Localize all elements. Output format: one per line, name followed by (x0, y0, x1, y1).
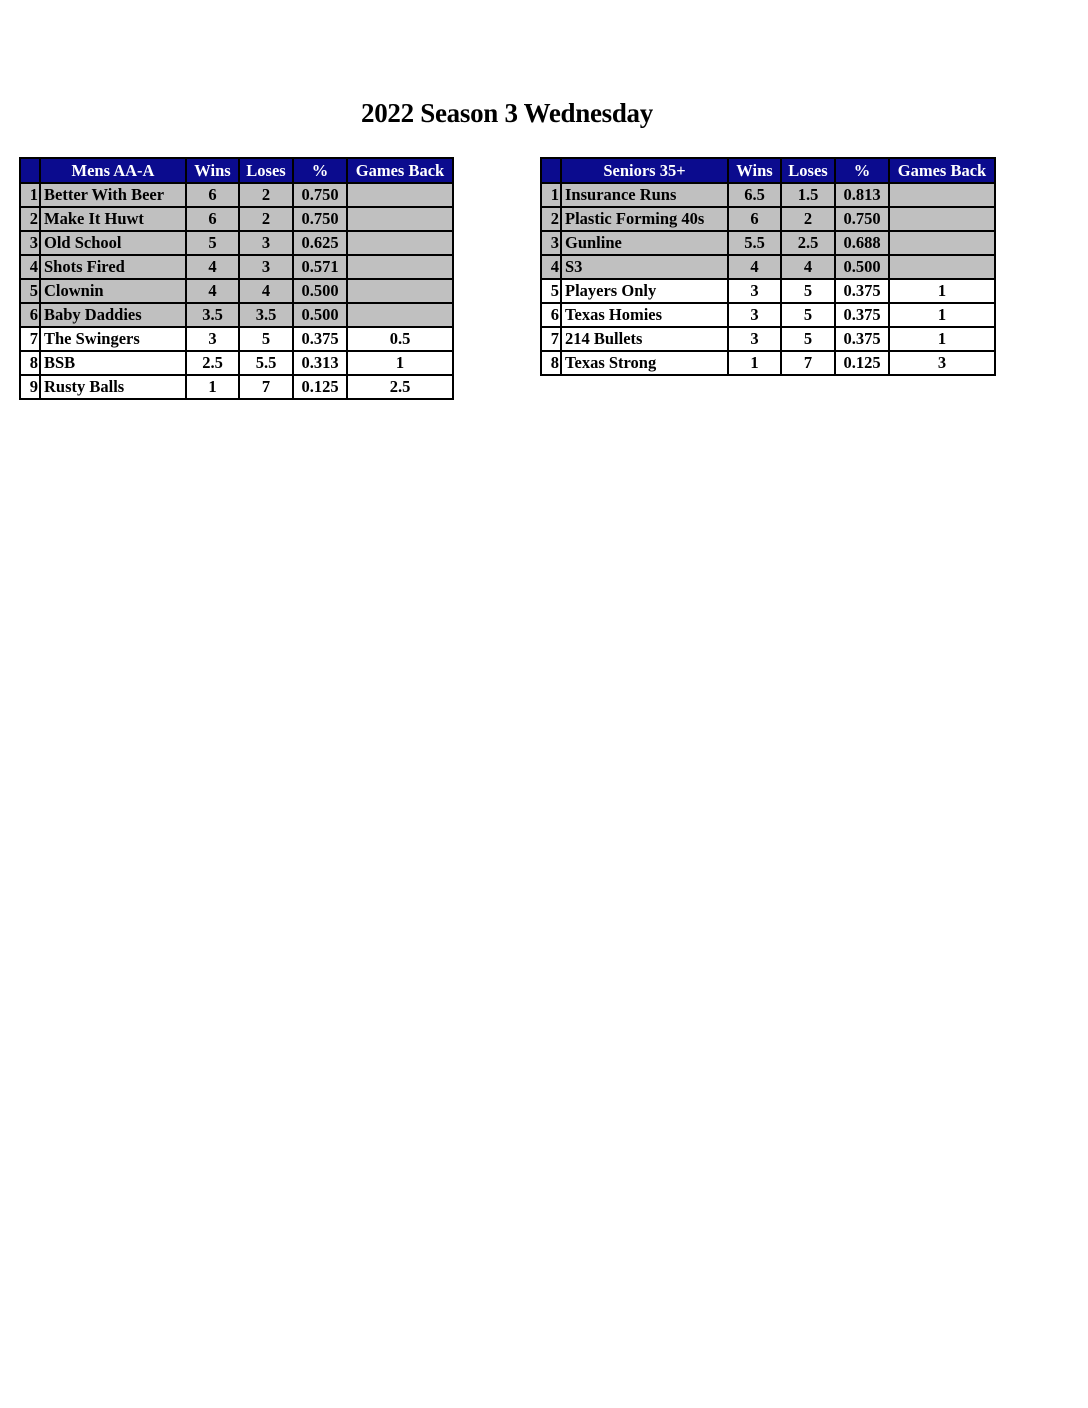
seniors-35-standings-table (540, 157, 996, 376)
rank-column-header (541, 158, 561, 183)
table-row (541, 183, 995, 207)
table-row (20, 327, 453, 351)
rank-cell: 7 (20, 327, 40, 351)
rank-cell: 3 (541, 231, 561, 255)
loses-cell: 5 (781, 303, 835, 327)
games-back-cell: 1 (889, 279, 995, 303)
wins-cell: 3 (728, 303, 781, 327)
wins-cell: 3 (186, 327, 239, 351)
team-name-cell: BSB (40, 351, 186, 375)
table-row (20, 303, 453, 327)
games-back-cell: 1 (889, 303, 995, 327)
team-name-cell: Shots Fired (40, 255, 186, 279)
wins-cell: 4 (186, 279, 239, 303)
table-row (541, 303, 995, 327)
games-back-column-header: Games Back (889, 158, 995, 183)
loses-cell: 5 (239, 327, 293, 351)
rank-cell: 7 (541, 327, 561, 351)
wins-cell: 5 (186, 231, 239, 255)
games-back-cell: 3 (889, 351, 995, 375)
loses-cell: 3 (239, 255, 293, 279)
percent-cell: 0.313 (293, 351, 347, 375)
table-row (20, 183, 453, 207)
wins-cell: 3.5 (186, 303, 239, 327)
table-row (20, 375, 453, 399)
games-back-cell (347, 231, 453, 255)
rank-cell: 6 (541, 303, 561, 327)
wins-cell: 1 (186, 375, 239, 399)
table-row (20, 207, 453, 231)
team-name-cell: The Swingers (40, 327, 186, 351)
table-row (541, 231, 995, 255)
team-name-cell: Plastic Forming 40s (561, 207, 728, 231)
games-back-cell: 0.5 (347, 327, 453, 351)
loses-cell: 5 (781, 327, 835, 351)
games-back-cell: 1 (347, 351, 453, 375)
rank-cell: 2 (20, 207, 40, 231)
percent-cell: 0.625 (293, 231, 347, 255)
team-name-cell: Baby Daddies (40, 303, 186, 327)
rank-cell: 6 (20, 303, 40, 327)
wins-cell: 2.5 (186, 351, 239, 375)
wins-cell: 3 (728, 327, 781, 351)
games-back-cell (347, 279, 453, 303)
wins-column-header: Wins (728, 158, 781, 183)
percent-cell: 0.688 (835, 231, 889, 255)
rank-cell: 1 (20, 183, 40, 207)
team-name-cell: Gunline (561, 231, 728, 255)
percent-cell: 0.375 (835, 303, 889, 327)
wins-cell: 6.5 (728, 183, 781, 207)
rank-cell: 4 (20, 255, 40, 279)
loses-cell: 2 (239, 183, 293, 207)
team-name-cell: Players Only (561, 279, 728, 303)
games-back-cell: 2.5 (347, 375, 453, 399)
team-name-cell: Clownin (40, 279, 186, 303)
table-row (541, 255, 995, 279)
team-name-cell: Better With Beer (40, 183, 186, 207)
table-header-row (541, 158, 995, 183)
table-row (20, 231, 453, 255)
table-row (20, 255, 453, 279)
percent-cell: 0.750 (293, 183, 347, 207)
games-back-cell (889, 183, 995, 207)
games-back-cell (889, 231, 995, 255)
loses-cell: 3.5 (239, 303, 293, 327)
table-row (20, 351, 453, 375)
team-name-cell: Texas Strong (561, 351, 728, 375)
mens-aa-a-standings-table (19, 157, 454, 400)
loses-cell: 4 (781, 255, 835, 279)
rank-cell: 1 (541, 183, 561, 207)
team-name-cell: 214 Bullets (561, 327, 728, 351)
team-name-cell: Texas Homies (561, 303, 728, 327)
loses-cell: 7 (239, 375, 293, 399)
wins-cell: 6 (728, 207, 781, 231)
wins-cell: 4 (186, 255, 239, 279)
loses-cell: 3 (239, 231, 293, 255)
games-back-cell (889, 255, 995, 279)
team-name-cell: Rusty Balls (40, 375, 186, 399)
wins-column-header: Wins (186, 158, 239, 183)
games-back-cell (889, 207, 995, 231)
loses-column-header: Loses (781, 158, 835, 183)
percent-cell: 0.125 (835, 351, 889, 375)
wins-cell: 4 (728, 255, 781, 279)
percent-cell: 0.375 (835, 327, 889, 351)
table-body (541, 183, 995, 375)
division-column-header: Mens AA-A (40, 158, 186, 183)
team-name-cell: Make It Huwt (40, 207, 186, 231)
loses-column-header: Loses (239, 158, 293, 183)
percent-cell: 0.750 (293, 207, 347, 231)
percent-cell: 0.813 (835, 183, 889, 207)
rank-cell: 4 (541, 255, 561, 279)
table-row (20, 279, 453, 303)
games-back-cell: 1 (889, 327, 995, 351)
team-name-cell: Old School (40, 231, 186, 255)
games-back-cell (347, 207, 453, 231)
table-row (541, 327, 995, 351)
percent-cell: 0.571 (293, 255, 347, 279)
percent-cell: 0.500 (293, 303, 347, 327)
wins-cell: 3 (728, 279, 781, 303)
percent-cell: 0.500 (835, 255, 889, 279)
rank-cell: 9 (20, 375, 40, 399)
loses-cell: 5.5 (239, 351, 293, 375)
division-column-header: Seniors 35+ (561, 158, 728, 183)
percent-cell: 0.750 (835, 207, 889, 231)
wins-cell: 5.5 (728, 231, 781, 255)
games-back-cell (347, 255, 453, 279)
page-title: 2022 Season 3 Wednesday (361, 98, 653, 128)
rank-cell: 8 (541, 351, 561, 375)
wins-cell: 1 (728, 351, 781, 375)
loses-cell: 2 (239, 207, 293, 231)
table-header-row (20, 158, 453, 183)
table-row (541, 207, 995, 231)
table-body (20, 183, 453, 399)
rank-cell: 5 (20, 279, 40, 303)
percent-cell: 0.125 (293, 375, 347, 399)
games-back-cell (347, 303, 453, 327)
table-row (541, 351, 995, 375)
rank-cell: 8 (20, 351, 40, 375)
loses-cell: 4 (239, 279, 293, 303)
percent-cell: 0.375 (293, 327, 347, 351)
percent-column-header: % (835, 158, 889, 183)
table-row (541, 279, 995, 303)
loses-cell: 7 (781, 351, 835, 375)
percent-cell: 0.375 (835, 279, 889, 303)
percent-cell: 0.500 (293, 279, 347, 303)
loses-cell: 2.5 (781, 231, 835, 255)
loses-cell: 2 (781, 207, 835, 231)
rank-column-header (20, 158, 40, 183)
loses-cell: 1.5 (781, 183, 835, 207)
team-name-cell: S3 (561, 255, 728, 279)
percent-column-header: % (293, 158, 347, 183)
wins-cell: 6 (186, 207, 239, 231)
wins-cell: 6 (186, 183, 239, 207)
loses-cell: 5 (781, 279, 835, 303)
team-name-cell: Insurance Runs (561, 183, 728, 207)
games-back-column-header: Games Back (347, 158, 453, 183)
games-back-cell (347, 183, 453, 207)
rank-cell: 2 (541, 207, 561, 231)
rank-cell: 3 (20, 231, 40, 255)
rank-cell: 5 (541, 279, 561, 303)
